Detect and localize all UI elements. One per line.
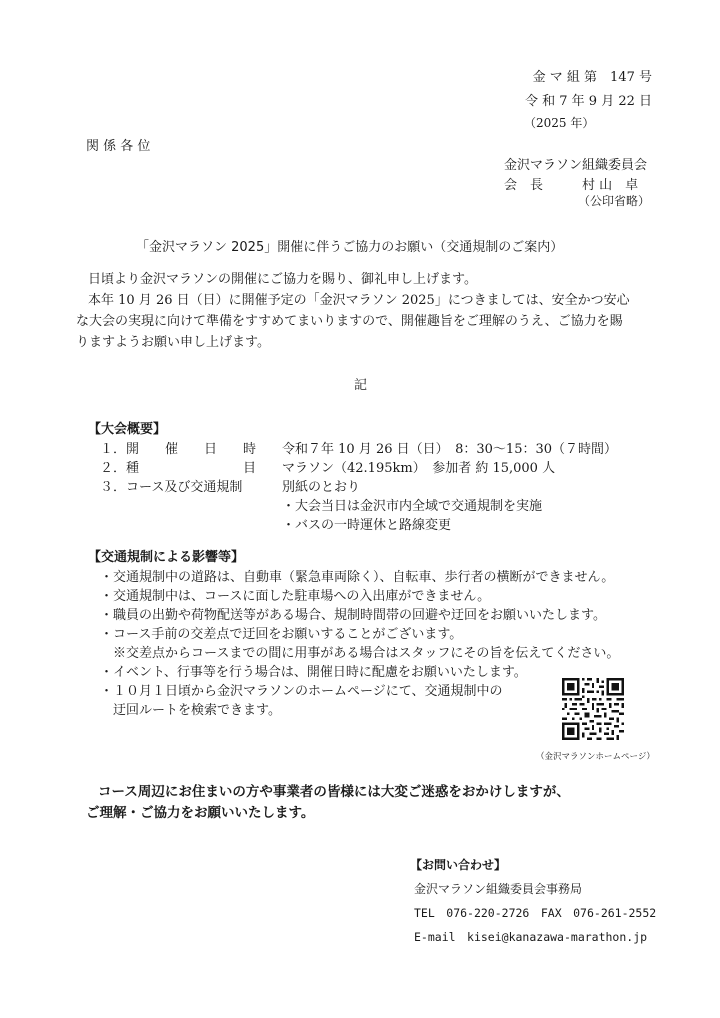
overview-heading: 【大会概要】 bbox=[88, 422, 167, 437]
body-paragraph-2-line-3: りますようお願い申し上げます。 bbox=[76, 335, 270, 350]
impact-bullet: ・交通規制中の道路は、自動車（緊急車両除く）、自転車、歩行者の横断ができません。 bbox=[100, 570, 615, 585]
overview-item-value: マラソン（42.195km） 参加者 約 15,000 人 bbox=[282, 461, 556, 476]
body-paragraph-1: 日頃より金沢マラソンの開催にご協力を賜り、御礼申し上げます。 bbox=[88, 272, 477, 287]
sender-name: 会 長 村 山 卓 bbox=[504, 178, 639, 193]
body-paragraph-2-line-2: な大会の実現に向けて準備をすすめてまいりますので、開催趣旨をご理解のうえ、ご協力を賜 bbox=[76, 314, 623, 329]
impact-bullet: ・コース手前の交差点で迂回をお願いすることがございます。 bbox=[100, 627, 463, 642]
impact-bullet: ・１０月１日頃から金沢マラソンのホームページにて、交通規制中の bbox=[100, 684, 503, 699]
qr-code[interactable] bbox=[562, 678, 624, 740]
overview-subitem: ・大会当日は金沢市内全域で交通規制を実施 bbox=[282, 499, 543, 514]
addressee: 関 係 各 位 bbox=[86, 139, 151, 154]
contact-office: 金沢マラソン組織委員会事務局 bbox=[414, 882, 583, 896]
qr-caption: （金沢マラソンホームページ） bbox=[536, 752, 655, 762]
overview-item-value: 令和７年 10 月 26 日（日） 8：30～15：30（７時間） bbox=[282, 442, 618, 457]
impact-bullet: ※交差点からコースまでの間に用事がある場合はスタッフにその旨を伝えてください。 bbox=[100, 646, 620, 661]
overview-item-label: ３．コース及び交通規制 bbox=[100, 480, 243, 495]
seal-note: （公印省略） bbox=[577, 194, 650, 208]
overview-item-label: １．開 催 日 時 bbox=[100, 442, 257, 457]
overview-item-value: 別紙のとおり bbox=[282, 480, 361, 495]
impact-bullet: ・イベント、行事等を行う場合は、開催日時に配慮をお願いいたします。 bbox=[100, 665, 527, 680]
contact-tel-fax: TEL 076-220-2726 FAX 076-261-2552 bbox=[414, 906, 657, 920]
impact-bullet: 迂回ルートを検索できます。 bbox=[100, 703, 281, 718]
closing-line-2: ご理解・ご協力をお願いいたします。 bbox=[86, 805, 315, 821]
impact-bullet: ・交通規制中は、コースに面した駐車場への入出庫ができません。 bbox=[100, 589, 491, 604]
closing-line-1: コース周辺にお住まいの方や事業者の皆様には大変ご迷惑をおかけしますが、 bbox=[98, 784, 570, 800]
overview-item-label: ２．種 目 bbox=[100, 461, 257, 476]
impact-bullet: ・職員の出勤や荷物配送等がある場合、規制時間帯の回避や迂回をお願いいたします。 bbox=[100, 608, 606, 623]
ki-mark: 記 bbox=[354, 378, 368, 393]
contact-heading: 【お問い合わせ】 bbox=[410, 858, 507, 872]
impact-heading: 【交通規制による影響等】 bbox=[88, 550, 245, 565]
sender-organization: 金沢マラソン組織委員会 bbox=[504, 158, 648, 173]
document-number: 金 マ 組 第 147 号 bbox=[532, 70, 652, 85]
body-paragraph-2-line-1: 本年 10 月 26 日（日）に開催予定の「金沢マラソン 2025」につきましては、安全かつ安心 bbox=[88, 293, 630, 308]
contact-email[interactable]: E-mail kisei@kanazawa-marathon.jp bbox=[414, 930, 648, 944]
year-note: （2025 年） bbox=[524, 116, 595, 130]
overview-subitem: ・バスの一時運休と路線変更 bbox=[282, 518, 452, 533]
document-date: 令 和 7 年 9 月 22 日 bbox=[524, 94, 652, 109]
document-title: 「金沢マラソン 2025」開催に伴うご協力のお願い（交通規制のご案内） bbox=[136, 240, 564, 255]
